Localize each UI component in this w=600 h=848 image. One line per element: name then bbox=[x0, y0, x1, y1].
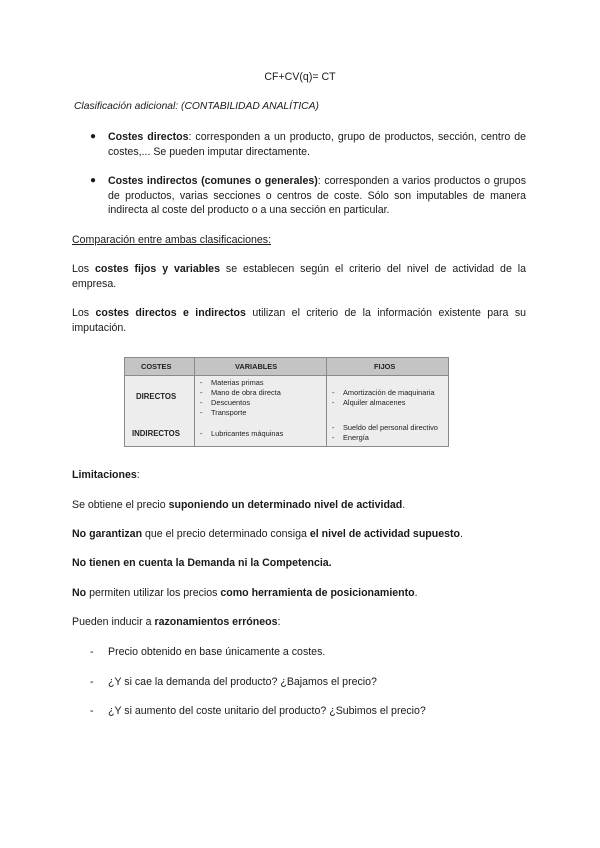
table-divider bbox=[326, 358, 327, 446]
bold-text: costes fijos y variables bbox=[95, 263, 220, 275]
table-item: - Materias primas bbox=[211, 378, 264, 387]
dash-marker: - bbox=[90, 676, 94, 688]
costs-classification-table bbox=[124, 357, 449, 447]
row-label-indirectos: INDIRECTOS bbox=[132, 429, 180, 438]
bullet-definition: : corresponden a un producto, grupo de productos, sección, centro de costes,... Se pueden imputar directamente. bbox=[108, 131, 526, 158]
paragraph-fixed-variable bbox=[72, 262, 526, 291]
bullet-marker: ● bbox=[90, 175, 97, 186]
text: : bbox=[136, 469, 140, 481]
bold-text: el nivel de actividad supuesto bbox=[309, 528, 461, 540]
paragraph-direct-indirect bbox=[72, 306, 526, 335]
text: que el precio determinado consiga bbox=[142, 528, 310, 540]
text: . bbox=[402, 499, 406, 511]
limitation-5 bbox=[72, 615, 280, 630]
header-costes: COSTES bbox=[141, 362, 172, 371]
limitation-2 bbox=[72, 527, 463, 542]
comparison-heading: Comparación entre ambas clasificaciones: bbox=[72, 234, 272, 246]
table-item: - Descuentos bbox=[211, 398, 250, 407]
limitaciones-heading bbox=[72, 468, 140, 483]
bold-text: como herramienta de posicionamiento bbox=[220, 587, 415, 599]
table-item: - Lubricantes máquinas bbox=[211, 429, 283, 438]
text: Los bbox=[72, 307, 96, 319]
dash-marker: - bbox=[90, 646, 94, 658]
text: Pueden inducir a bbox=[72, 616, 155, 628]
text: permiten utilizar los precios bbox=[86, 587, 221, 599]
bullet-indirect-costs bbox=[108, 174, 526, 218]
table-item: - Alquiler almacenes bbox=[343, 398, 405, 407]
table-item: - Transporte bbox=[211, 408, 246, 417]
limitation-1 bbox=[72, 498, 405, 513]
table-header-row bbox=[125, 358, 448, 376]
table-item: - Amortización de maquinaria bbox=[343, 388, 435, 397]
cost-formula: CF+CV(q)= CT bbox=[264, 71, 336, 83]
table-divider bbox=[194, 358, 195, 446]
text: se establecen según el criterio del nivel de actividad de la empresa. bbox=[72, 263, 527, 290]
limitation-3: No tienen en cuenta la Demanda ni la Competencia. bbox=[72, 557, 332, 569]
text: . bbox=[414, 587, 418, 599]
bullet-term: Costes indirectos (comunes o generales) bbox=[108, 175, 318, 187]
dash-item: Precio obtenido en base únicamente a costes. bbox=[108, 646, 326, 658]
row-label-directos: DIRECTOS bbox=[136, 392, 177, 401]
text: Se obtiene el precio bbox=[72, 499, 169, 511]
bold-text: razonamientos erróneos bbox=[154, 616, 278, 628]
header-variables: VARIABLES bbox=[235, 362, 278, 371]
table-item: - Mano de obra directa bbox=[211, 388, 281, 397]
subtitle-classification: Clasificación adicional: (CONTABILIDAD ANALÍTICA) bbox=[74, 101, 319, 112]
table-item: - Energía bbox=[343, 433, 369, 442]
bold-text: No garantizan bbox=[72, 528, 143, 540]
bold-text: costes directos e indirectos bbox=[95, 307, 246, 319]
text: Los bbox=[72, 263, 96, 275]
limitation-4 bbox=[72, 586, 418, 601]
bold-text: Limitaciones bbox=[72, 469, 137, 481]
dash-marker: - bbox=[90, 705, 94, 717]
bullet-direct-costs bbox=[108, 130, 526, 159]
dash-item: ¿Y si cae la demanda del producto? ¿Bajamos el precio? bbox=[108, 676, 377, 688]
text: . bbox=[460, 528, 463, 540]
bold-text: No bbox=[72, 587, 87, 599]
bullet-term: Costes directos bbox=[108, 131, 189, 143]
bold-text: suponiendo un determinado nivel de actividad bbox=[168, 499, 403, 511]
text: utilizan el criterio de la información existente para su imputación. bbox=[72, 307, 527, 334]
text: : bbox=[277, 616, 281, 628]
table-item: - Sueldo del personal directivo bbox=[343, 423, 438, 432]
bullet-marker: ● bbox=[90, 131, 97, 142]
dash-item: ¿Y si aumento del coste unitario del producto? ¿Subimos el precio? bbox=[108, 705, 426, 717]
bullet-definition: : corresponden a varios productos o grupos de productos, varias secciones o centros de coste. Sólo son imputables de manera indirecta al coste del producto o a una sección en particular. bbox=[108, 175, 526, 216]
header-fijos: FIJOS bbox=[374, 362, 396, 371]
